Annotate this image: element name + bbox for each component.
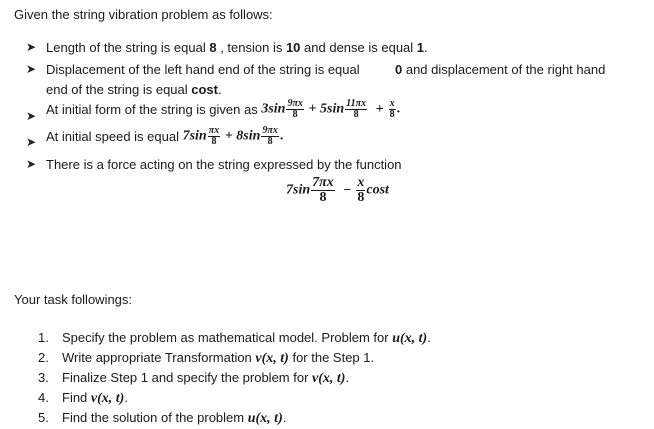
force-frac-2-num: x xyxy=(357,175,365,190)
b3-frac-3-num: x xyxy=(389,98,395,109)
bullet-arrow-icon: ➤ xyxy=(26,109,37,123)
task-item xyxy=(38,410,286,427)
b1-end: . xyxy=(424,40,428,55)
task-math: v(x, t) xyxy=(312,371,346,386)
b3-term1-coef: 3sin xyxy=(261,101,286,117)
task-text: Find xyxy=(62,390,91,405)
task-text: Find the solution of the problem xyxy=(62,410,248,425)
bullet-arrow-icon: ➤ xyxy=(26,40,37,54)
task-text: Finalize Step 1 and specify the problem for xyxy=(62,370,313,385)
b4-frac-2-num: 9πx xyxy=(262,125,278,136)
b3-end: . xyxy=(396,101,401,117)
b2-mid: and displacement of the right hand xyxy=(402,62,606,77)
task-post: for the Step 1. xyxy=(288,350,375,365)
b2-left-value: 0 xyxy=(395,62,403,77)
task-item xyxy=(38,390,128,407)
b4-frac-2 xyxy=(261,126,278,147)
task-post: . xyxy=(124,390,128,405)
force-frac-1 xyxy=(311,176,335,205)
b3-frac-2 xyxy=(345,99,367,120)
force-frac-1-num: 7πx xyxy=(312,175,334,190)
b2-pre: Displacement of the left hand end of the string is equal xyxy=(46,62,360,77)
task-post: . xyxy=(282,410,287,425)
page-title: Given the string vibration problem as follows: xyxy=(14,7,273,22)
b3-frac-1-num: 9πx xyxy=(287,98,303,109)
b2-right-value: cost xyxy=(191,82,218,97)
bullet-2-line-1-right xyxy=(395,62,605,77)
b4-term1-coef: 7sin xyxy=(182,128,207,144)
bullet-1 xyxy=(46,40,428,55)
b1-pre: Length of the string is equal xyxy=(46,40,210,55)
b3-plus-2: + xyxy=(375,101,384,117)
bullet-arrow-icon: ➤ xyxy=(26,62,37,76)
force-tail: cost xyxy=(366,182,389,198)
b3-plus-1: + 5sin xyxy=(308,101,345,117)
task-post: . xyxy=(427,330,431,345)
b3-frac-1-den: 8 xyxy=(286,109,303,120)
b2-line2-pre: end of the string is equal xyxy=(46,82,192,97)
task-number: 2. xyxy=(38,350,49,365)
task-number: 4. xyxy=(38,390,49,405)
bullet-arrow-icon: ➤ xyxy=(26,157,37,171)
b4-frac-1-den: 8 xyxy=(208,136,220,147)
force-frac-1-den: 8 xyxy=(311,190,335,205)
bullet-5: There is a force acting on the string expressed by the function xyxy=(46,157,402,172)
task-number: 5. xyxy=(38,410,49,425)
b4-frac-2-den: 8 xyxy=(261,136,278,147)
bullet-2-line-1 xyxy=(46,62,360,77)
force-frac-2-den: 8 xyxy=(357,190,365,205)
task-item xyxy=(38,350,374,367)
b3-frac-2-den: 8 xyxy=(345,109,367,120)
b3-frac-2-num: 11πx xyxy=(346,98,367,109)
task-math: v(x, t) xyxy=(90,391,125,406)
b3-pre: At initial form of the string is given as xyxy=(46,102,262,117)
b4-pre: At initial speed is equal xyxy=(46,129,183,144)
task-math: u(x, t) xyxy=(247,411,283,426)
task-item xyxy=(38,330,431,347)
b1-tension: 10 xyxy=(285,40,301,55)
task-math: u(x, t) xyxy=(392,331,428,346)
bullet-2-line-2 xyxy=(46,82,222,97)
force-minus: − xyxy=(343,182,352,198)
b1-mid1: , tension is xyxy=(216,40,286,55)
bullet-3 xyxy=(46,99,400,120)
task-text: Specify the problem as mathematical model. Problem for xyxy=(62,330,393,345)
b4-plus: + 8sin xyxy=(224,128,261,144)
b3-frac-3-den: 8 xyxy=(389,109,395,120)
force-frac-2 xyxy=(356,176,365,205)
task-heading: Your task followings: xyxy=(14,292,133,307)
b4-frac-1 xyxy=(208,126,220,147)
task-math: v(x, t) xyxy=(255,351,289,366)
b3-frac-3 xyxy=(389,99,396,120)
b4-end: . xyxy=(279,128,284,144)
b3-frac-1 xyxy=(286,99,303,120)
task-post: . xyxy=(345,370,350,385)
b2-end: . xyxy=(218,82,222,97)
b1-length: 8 xyxy=(209,40,217,55)
task-text: Write appropriate Transformation xyxy=(62,350,256,365)
task-number: 3. xyxy=(38,370,49,385)
force-function xyxy=(286,176,389,205)
task-item xyxy=(38,370,349,387)
force-coef: 7sin xyxy=(286,182,311,198)
bullet-4 xyxy=(46,126,283,147)
task-number: 1. xyxy=(38,330,49,345)
b1-mid2: and dense is equal xyxy=(300,40,417,55)
b1-dense: 1 xyxy=(416,40,425,55)
b4-frac-1-num: πx xyxy=(208,125,220,136)
bullet-arrow-icon: ➤ xyxy=(26,135,37,149)
